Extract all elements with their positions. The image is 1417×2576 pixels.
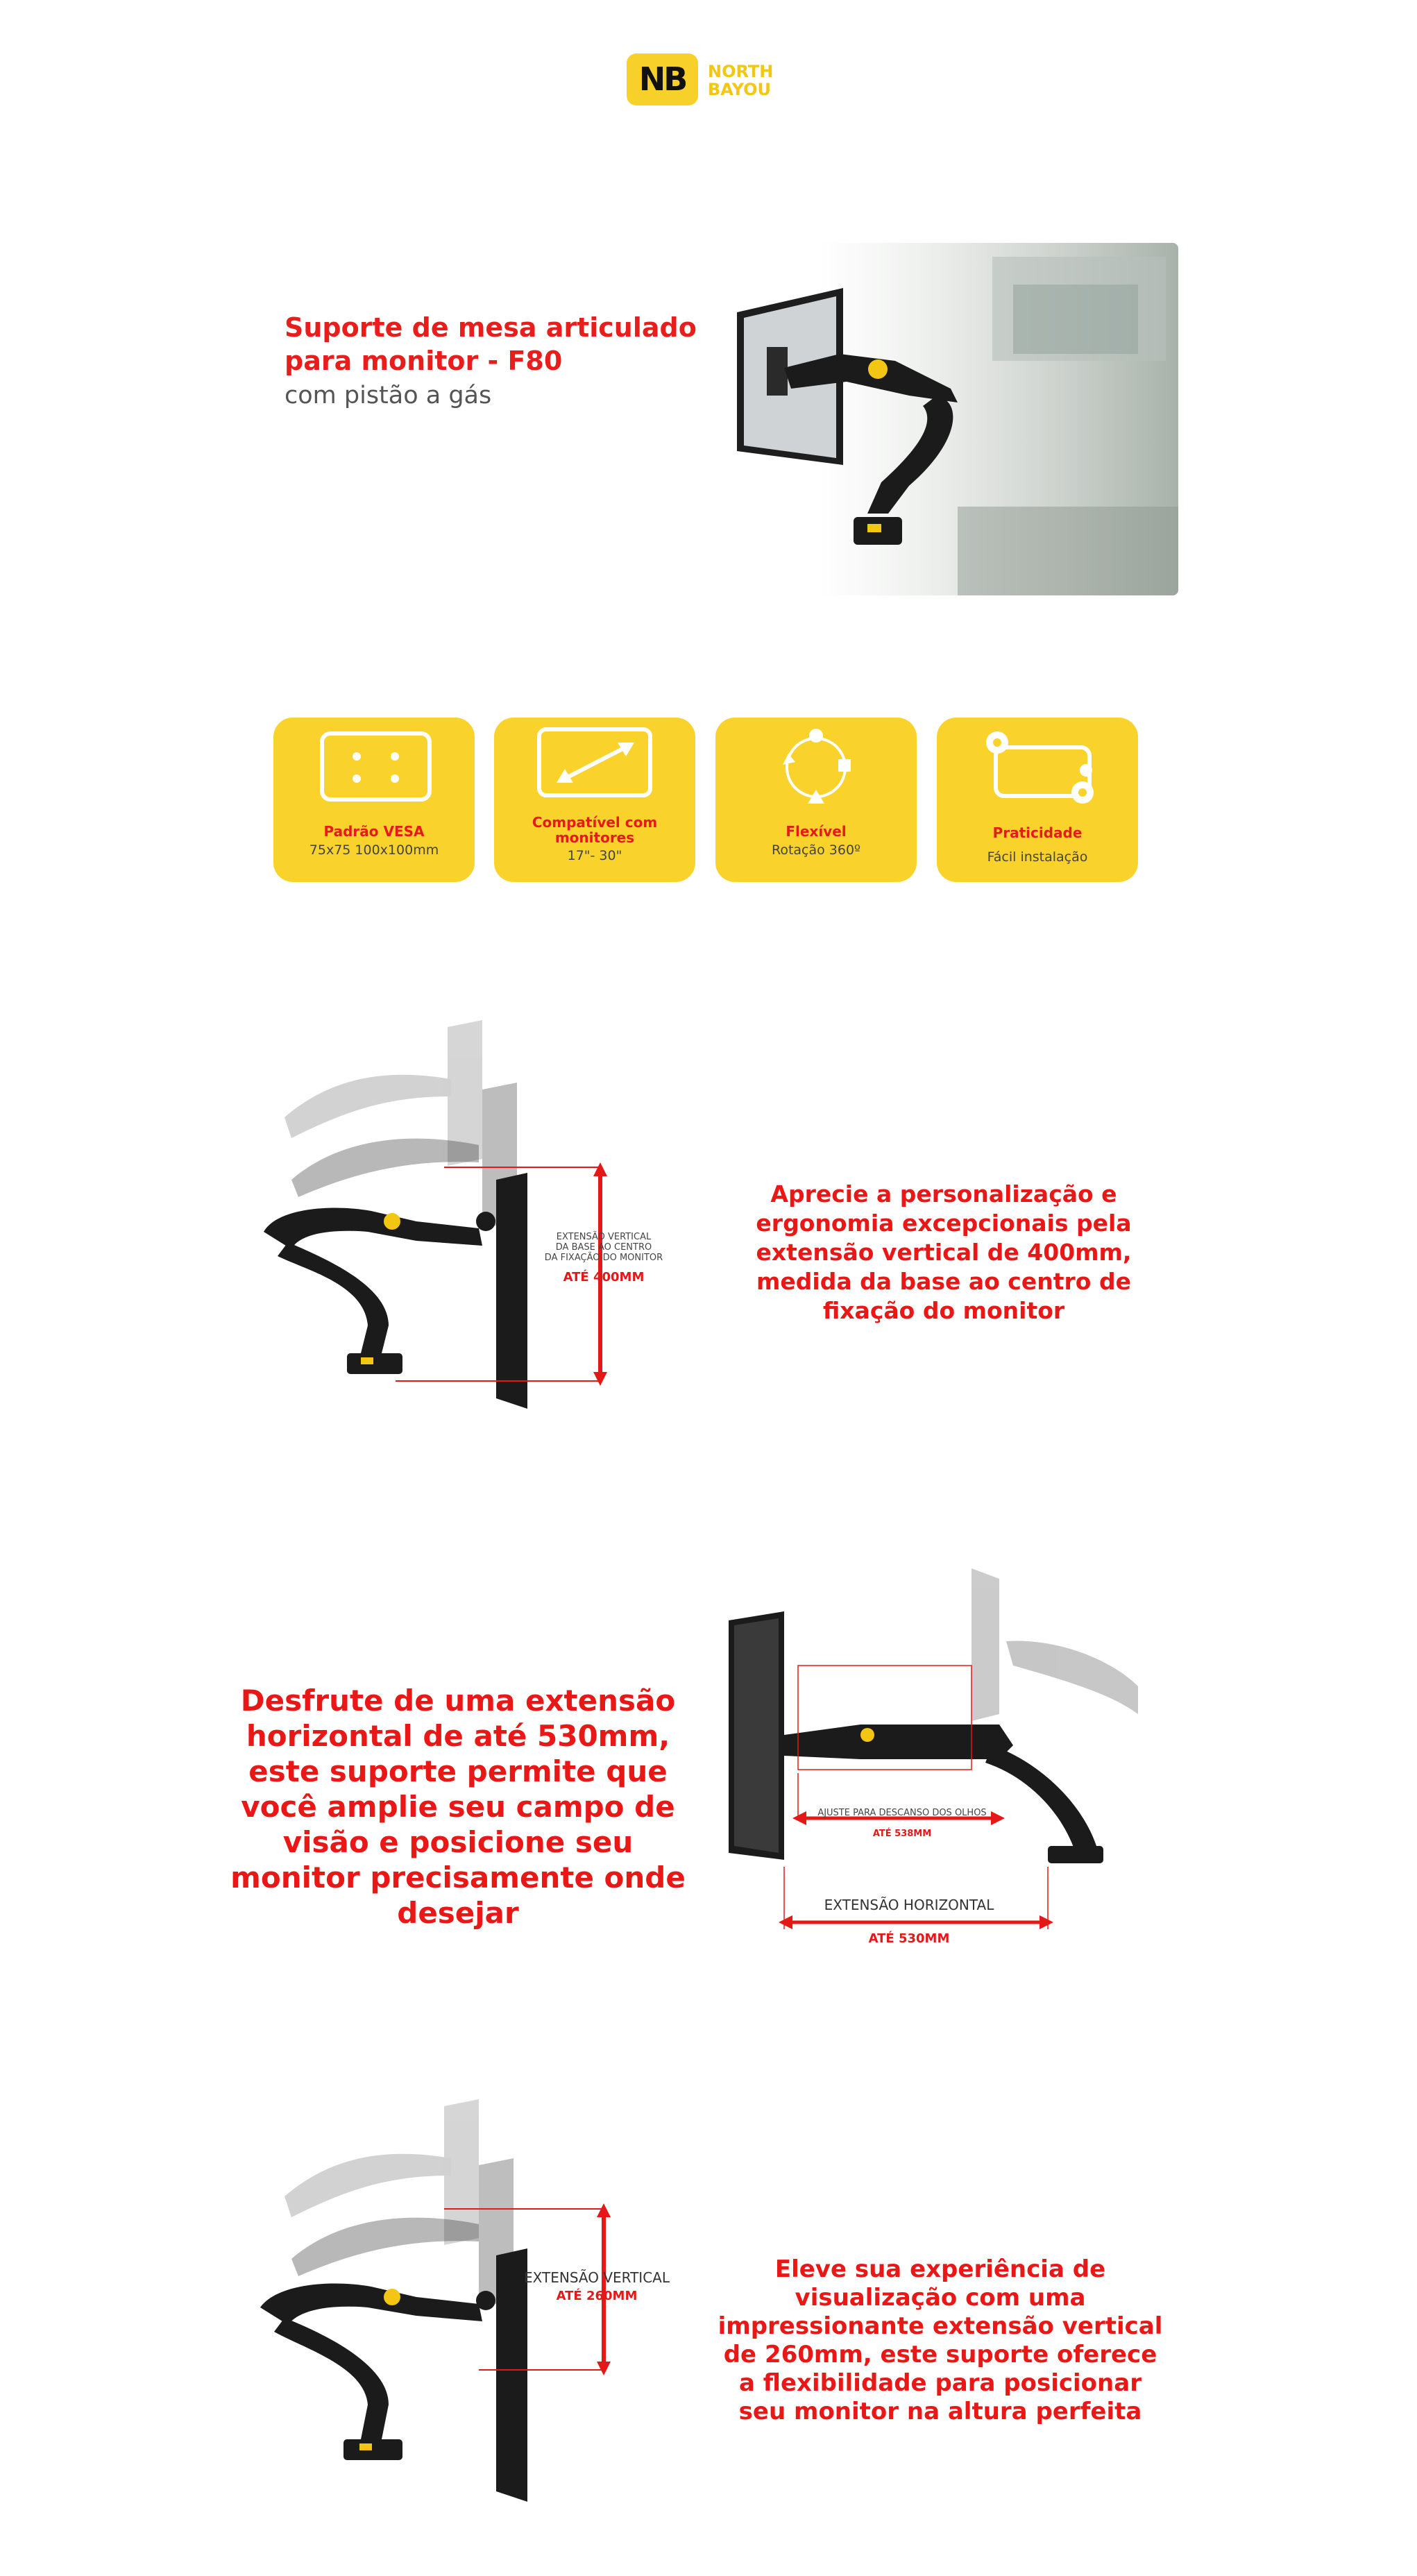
- horizontal-530-description: Desfrute de uma extensão horizontal de até 530mm, este suporte permite que você amplie seu campo de visão e posicione seu monitor precisamente onde desejar: [230, 1684, 686, 1930]
- hero-title: [285, 311, 701, 378]
- brand-name-line2: BAYOU: [708, 80, 771, 99]
- vertical-400-illustration: [250, 1020, 666, 1409]
- rest-adjust-label: AJUSTE PARA DESCANSO DOS OLHOS: [817, 1808, 987, 1818]
- brand-name-line1: NORTH: [708, 62, 774, 81]
- feature-title: Praticidade: [992, 824, 1083, 841]
- brand-mark: NB: [638, 60, 686, 98]
- vertical-400-label: [534, 1232, 673, 1263]
- feature-title: Compatível com monitores: [532, 814, 658, 846]
- horizontal-530-value: ATÉ 530MM: [868, 1931, 950, 1946]
- feature-title: Flexível: [786, 823, 847, 840]
- horizontal-530-label: EXTENSÃO HORIZONTAL: [824, 1897, 994, 1913]
- rotation-cycle-icon: [774, 726, 858, 809]
- hero-title-line1: Suporte de mesa articulado: [285, 312, 697, 343]
- vertical-260-label: EXTENSÃO VERTICAL: [524, 2269, 670, 2286]
- vertical-260-value: ATÉ 260MM: [556, 2289, 638, 2303]
- vertical-400-value: ATÉ 400MM: [563, 1270, 645, 1285]
- diagonal-arrow-icon: [536, 726, 654, 802]
- feature-detail: 17"- 30": [567, 848, 622, 863]
- brand-logo[interactable]: [627, 53, 698, 105]
- feature-card-vesa: [273, 718, 475, 882]
- feature-detail: Rotação 360º: [771, 842, 861, 858]
- feature-card-practicality: [937, 718, 1138, 882]
- hero-title-line2: para monitor - F80: [285, 346, 563, 376]
- feature-detail: 75x75 100x100mm: [309, 842, 439, 858]
- vertical-400-label-line1: EXTENSÃO VERTICAL: [556, 1232, 652, 1242]
- feature-card-flexible: [715, 718, 917, 882]
- feature-title: Padrão VESA: [323, 823, 425, 840]
- brand-name: [708, 62, 773, 99]
- vesa-holes-icon: [319, 730, 433, 806]
- hero-arm-illustration: [729, 285, 1020, 604]
- vertical-400-description: Aprecie a personalização e ergonomia excepcionais pela extensão vertical de 400mm, medida da base ao centro de fixação do monitor: [756, 1180, 1132, 1324]
- feature-detail: Fácil instalação: [987, 849, 1088, 865]
- rest-adjust-value: ATÉ 538MM: [872, 1829, 932, 1839]
- vertical-260-description: Eleve sua experiência de visualização com uma impressionante extensão vertical de 260mm, este suporte oferece a flexibilidade para posicionar seu monitor na altura perfeita: [718, 2255, 1163, 2425]
- vertical-400-label-line3: DA FIXAÇÃO DO MONITOR: [544, 1253, 663, 1263]
- feature-card-compatibility: [494, 718, 695, 882]
- vertical-400-label-line2: DA BASE AO CENTRO: [555, 1242, 652, 1253]
- gears-icon: [975, 723, 1100, 810]
- hero-subtitle: com pistão a gás: [285, 382, 492, 409]
- vertical-260-illustration: [250, 2099, 666, 2516]
